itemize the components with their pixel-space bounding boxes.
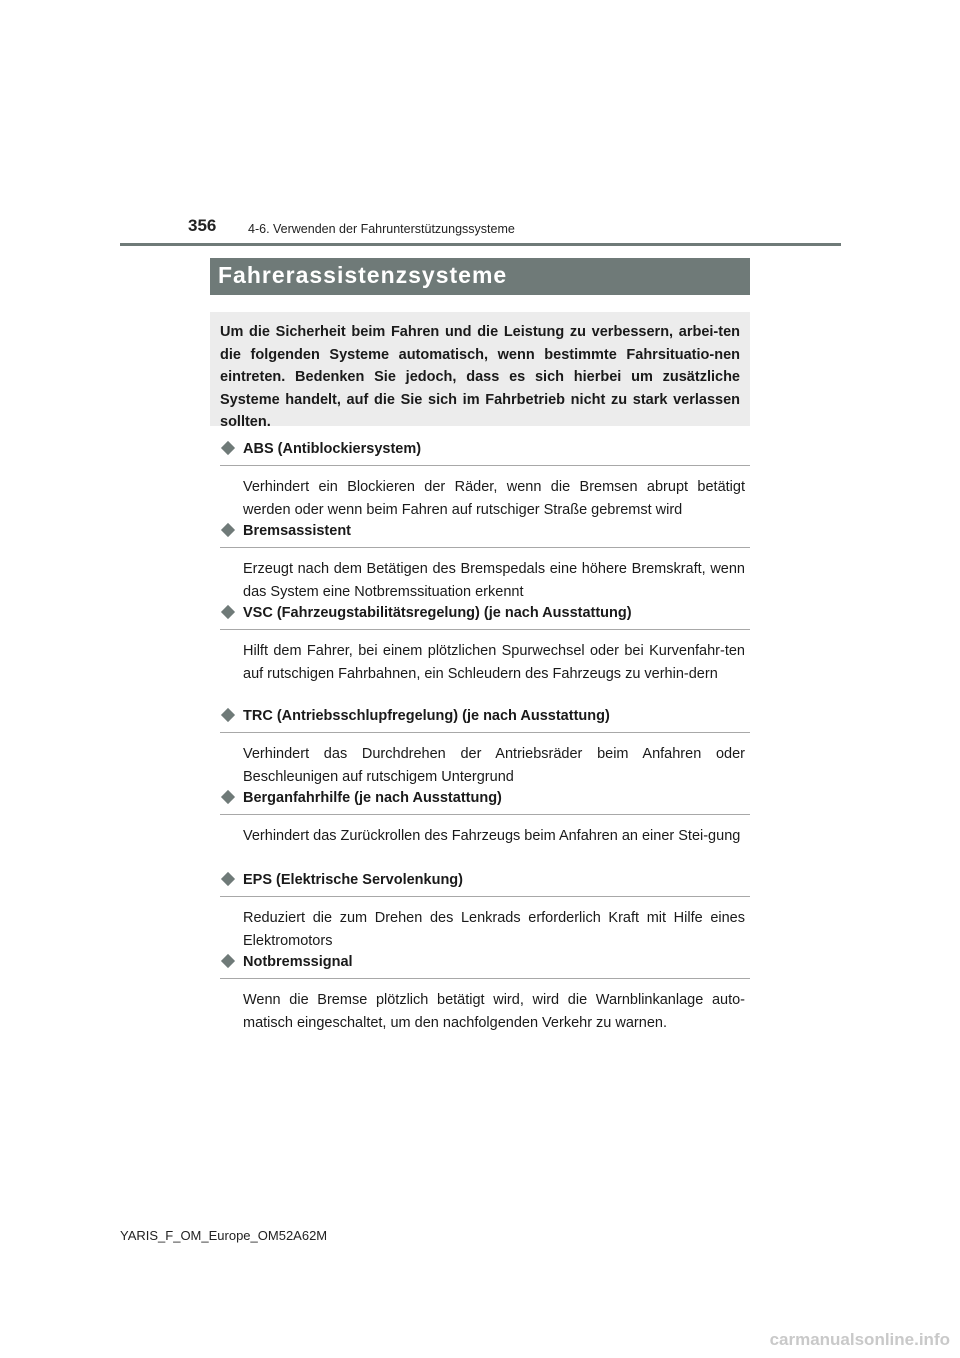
watermark: carmanualsonline.info bbox=[769, 1330, 950, 1349]
diamond-bullet-icon bbox=[221, 523, 235, 537]
feature-heading bbox=[220, 523, 750, 548]
page-number: 356 bbox=[188, 216, 217, 235]
feature-heading bbox=[220, 708, 750, 733]
feature-heading bbox=[220, 605, 750, 630]
diamond-bullet-icon bbox=[221, 872, 235, 886]
feature-text: Wenn die Bremse plötzlich betätigt wird, wird die Warnblinkanlage auto-matisch eingeschaltet, um den nachfolgenden Verkehr zu warnen. bbox=[243, 992, 745, 1031]
feature-vsc bbox=[220, 605, 750, 685]
feature-heading bbox=[220, 441, 750, 466]
header-rule bbox=[120, 243, 841, 246]
feature-heading bbox=[220, 872, 750, 897]
feature-text: Erzeugt nach dem Betätigen des Bremspedals eine höhere Bremskraft, wenn das System eine Notbremssituation erkennt bbox=[243, 561, 745, 600]
diamond-bullet-icon bbox=[221, 605, 235, 619]
diamond-bullet-icon bbox=[221, 708, 235, 722]
feature-heading bbox=[220, 954, 750, 979]
feature-abs bbox=[220, 441, 750, 521]
diamond-bullet-icon bbox=[221, 441, 235, 455]
feature-text: Reduziert die zum Drehen des Lenkrads erforderlich Kraft mit Hilfe eines Elektromotors bbox=[243, 910, 745, 949]
feature-text: Verhindert das Zurückrollen des Fahrzeugs beim Anfahren an einer Stei-gung bbox=[243, 828, 741, 844]
feature-heading bbox=[220, 790, 750, 815]
intro-text: Um die Sicherheit beim Fahren und die Leistung zu verbessern, arbei-ten die folgenden Systeme automatisch, wenn bestimmte Fahrsituatio-nen eintreten. Bedenken Sie jedoch, dass es sich hierbei um zusätzliche Systeme handelt, auf die Sie sich im Fahrbetrieb nicht zu stark verlassen sollten. bbox=[220, 324, 740, 430]
footer-code: YARIS_F_OM_Europe_OM52A62M bbox=[120, 1228, 328, 1243]
title-bar bbox=[210, 258, 750, 295]
feature-text: Verhindert ein Blockieren der Räder, wenn die Bremsen abrupt betätigt werden oder wenn beim Fahren auf rutschiger Straße gebremst wird bbox=[243, 479, 745, 518]
feature-heading-text: ABS (Antiblockiersystem) bbox=[243, 441, 422, 457]
feature-trc bbox=[220, 708, 750, 788]
diamond-bullet-icon bbox=[221, 790, 235, 804]
feature-emergency-brake-signal bbox=[220, 954, 750, 1034]
feature-text: Verhindert das Durchdrehen der Antriebsräder beim Anfahren oder Beschleunigen auf rutschigem Untergrund bbox=[243, 746, 745, 785]
feature-heading-text: VSC (Fahrzeugstabilitätsregelung) (je nach Ausstattung) bbox=[243, 605, 632, 621]
feature-heading-text: TRC (Antriebsschlupfregelung) (je nach Ausstattung) bbox=[243, 708, 610, 724]
feature-text: Hilft dem Fahrer, bei einem plötzlichen Spurwechsel oder bei Kurvenfahr-ten auf rutschigen Fahrbahnen, ein Schleudern des Fahrzeugs zu verhin-dern bbox=[243, 643, 745, 682]
feature-heading-text: Notbremssignal bbox=[243, 954, 353, 970]
feature-heading-text: Berganfahrhilfe (je nach Ausstattung) bbox=[243, 790, 502, 806]
feature-heading-text: Bremsassistent bbox=[243, 523, 351, 539]
diamond-bullet-icon bbox=[221, 954, 235, 968]
feature-heading-text: EPS (Elektrische Servolenkung) bbox=[243, 872, 463, 888]
feature-brake-assist bbox=[220, 523, 750, 603]
section-label: 4-6. Verwenden der Fahrunterstützungssysteme bbox=[248, 222, 515, 236]
feature-hill-start bbox=[220, 790, 750, 848]
intro-box bbox=[210, 312, 750, 430]
page-title: Fahrerassistenzsysteme bbox=[218, 262, 508, 288]
feature-eps bbox=[220, 872, 750, 952]
